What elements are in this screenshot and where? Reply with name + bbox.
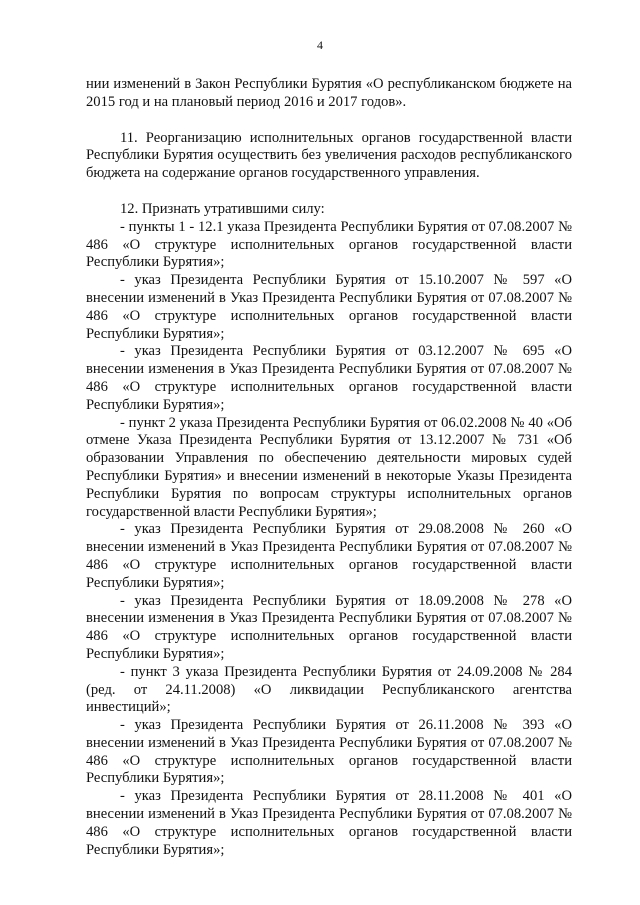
paragraph-10: - указ Президента Республики Бурятия от 26.11.2008 № 393 «О внесении изменений в Указ Президента Республики Бурятия от 07.08.2007 № 486 «О структуре исполнительных органов государственной власти Республики Бурятия»; bbox=[86, 717, 572, 787]
paragraph-4: - указ Президента Республики Бурятия от 15.10.2007 № 597 «О внесении изменений в Указ Президента Республики Бурятия от 07.08.2007 № 486 «О структуре исполнительных органов государственной власти Республики Бурятия»; bbox=[86, 272, 572, 342]
paragraph-5: - указ Президента Республики Бурятия от 03.12.2007 № 695 «О внесении изменения в Указ Президента Республики Бурятия от 07.08.2007 № 486 «О структуре исполнительных органов государственной власти Республики Бурятия»; bbox=[86, 343, 572, 413]
paragraph-2: 12. Признать утратившими силу: bbox=[120, 200, 325, 217]
paragraph-6: - пункт 2 указа Президента Республики Бурятия от 06.02.2008 № 40 «Об отмене Указа Президента Республики Бурятия от 13.12.2007 № 731 «Об образовании Управления по обеспечению деятельности мировых судей Республики Бурятия» и внесении изменений в некоторые Указы Президента Республики Бурятия по вопросам структуры исполнительных органов государственной власти Республики Бурятия»; bbox=[86, 414, 572, 520]
paragraph-9: - пункт 3 указа Президента Республики Бурятия от 24.09.2008 № 284 (ред. от 24.11.2008) «О ликвидации Республиканского агентства инвестиций»; bbox=[86, 663, 572, 716]
paragraph-0: нии изменений в Закон Республики Бурятия «О республиканском бюджете на 2015 год и на плановый период 2016 и 2017 годов». bbox=[86, 76, 572, 110]
paragraph-3: - пункты 1 - 12.1 указа Президента Республики Бурятия от 07.08.2007 № 486 «О структуре исполнительных органов государственной власти Республики Бурятия»; bbox=[86, 218, 572, 271]
paragraph-8: - указ Президента Республики Бурятия от 18.09.2008 № 278 «О внесении изменения в Указ Президента Республики Бурятия от 07.08.2007 № 486 «О структуре исполнительных органов государственной власти Республики Бурятия»; bbox=[86, 592, 572, 662]
paragraph-11: - указ Президента Республики Бурятия от 28.11.2008 № 401 «О внесении изменений в Указ Президента Республики Бурятия от 07.08.2007 № 486 «О структуре исполнительных органов государственной власти Республики Бурятия»; bbox=[86, 788, 572, 858]
paragraph-1: 11. Реорганизацию исполнительных органов государственной власти Республики Бурятия осуществить без увеличения расходов республиканского бюджета на содержание органов государственного управления. bbox=[86, 129, 572, 182]
paragraph-7: - указ Президента Республики Бурятия от 29.08.2008 № 260 «О внесении изменений в Указ Президента Республики Бурятия от 07.08.2007 № 486 «О структуре исполнительных органов государственной власти Республики Бурятия»; bbox=[86, 521, 572, 591]
page-number: 4 bbox=[317, 38, 323, 52]
document-body bbox=[86, 76, 572, 859]
